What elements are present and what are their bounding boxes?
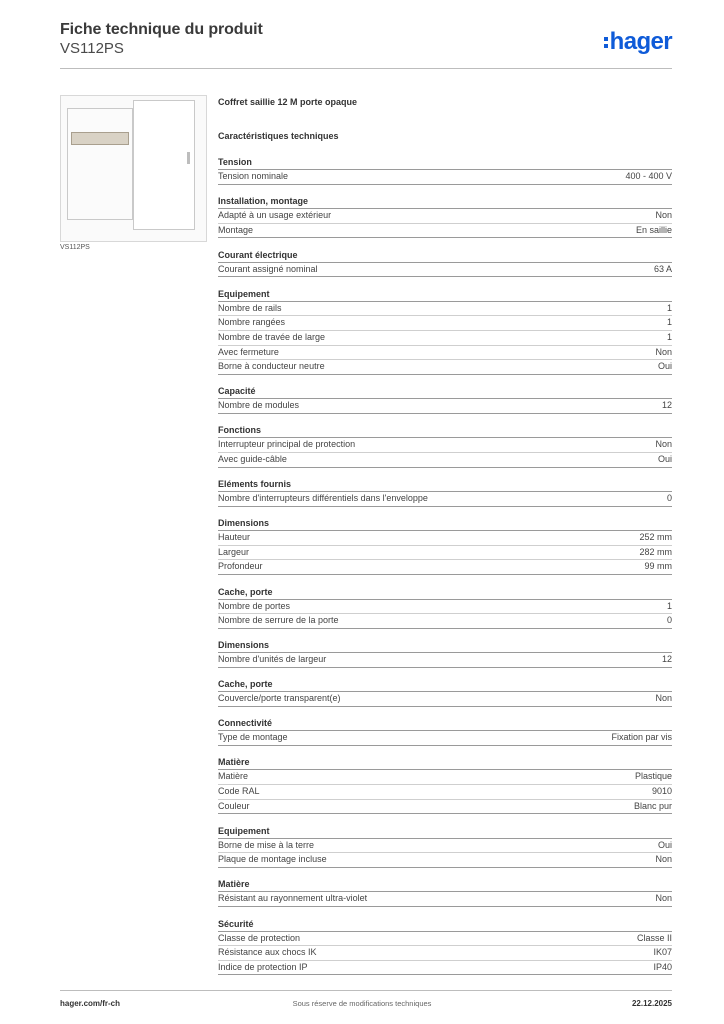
section-spacer [218,468,672,478]
cabinet-body-icon [67,108,133,220]
hager-logo [604,28,672,56]
section-title: Dimensions [218,516,672,531]
spec-label: Plaque de montage incluse [218,854,327,865]
footer-notice: Sous réserve de modifications techniques [292,999,432,1008]
spec-row [218,492,672,507]
spec-label: Nombre rangées [218,317,286,328]
spec-label: Couvercle/porte transparent(e) [218,693,341,704]
spec-label: Tension nominale [218,171,289,181]
spec-value: Non [655,346,672,357]
footer-divider [60,990,672,991]
spec-section [218,677,672,707]
spec-label: Code RAL [218,786,260,797]
tech-heading: Caractéristiques techniques [218,131,339,141]
section-title: Equipement [218,287,672,302]
section-spacer [218,575,672,585]
spec-value: 12 [661,400,672,411]
spec-label: Type de montage [218,732,288,743]
spec-label: Nombre de modules [218,400,300,411]
spec-label: Avec guide-câble [218,454,287,465]
spec-value: 1 [666,317,672,328]
spec-value: Blanc pur [633,800,672,811]
section-spacer [218,668,672,678]
section-title: Matière [218,877,672,892]
spec-row [218,731,672,746]
spec-row [218,946,672,961]
spec-row [218,170,672,185]
product-description: Coffret saillie 12 M porte opaque [218,97,358,107]
spec-section [218,423,672,467]
section-title: Tension [218,155,672,170]
spec-value: 1 [666,302,672,313]
spec-value: 1 [666,600,672,611]
logo-dots-icon [604,33,608,51]
spec-row [218,263,672,278]
logo-text: hager [609,28,672,55]
spec-row [218,785,672,800]
spec-value: Oui [657,839,672,850]
spec-label: Borne de mise à la terre [218,839,315,850]
product-image [60,95,207,242]
section-spacer [218,238,672,248]
spec-value: Oui [657,361,672,372]
spec-row [218,932,672,947]
spec-row [218,438,672,453]
section-spacer [218,629,672,639]
spec-section [218,155,672,185]
spec-value: 99 mm [644,561,672,572]
spec-label: Nombre de rails [218,302,282,313]
spec-row [218,961,672,976]
section-title: Capacité [218,384,672,399]
spec-section [218,585,672,629]
section-spacer [218,907,672,917]
spec-section [218,477,672,507]
section-spacer [218,414,672,424]
spec-row [218,531,672,546]
spec-row [218,839,672,854]
cabinet-door-icon [133,100,195,230]
spec-label: Montage [218,224,254,235]
section-title: Sécurité [218,917,672,932]
spec-section [218,287,672,375]
spec-value: 0 [666,493,672,504]
spec-value: En saillie [635,224,672,235]
product-reference: VS112PS [60,40,124,57]
section-spacer [218,868,672,878]
spec-label: Courant assigné nominal [218,263,318,274]
spec-label: Nombre d'interrupteurs différentiels dans l'enveloppe [218,493,428,504]
spec-content [218,96,672,975]
spec-row [218,453,672,468]
spec-label: Nombre d'unités de largeur [218,654,327,665]
spec-section [218,248,672,278]
spec-section [218,194,672,238]
spec-row [218,302,672,317]
spec-label: Classe de protection [218,932,301,943]
spec-value: Plastique [634,771,672,782]
page-title: Fiche technique du produit [60,21,263,38]
spec-value: Non [655,439,672,450]
page-header [60,20,672,68]
spec-label: Hauteur [218,532,251,543]
spec-row [218,346,672,361]
header-divider [60,68,672,69]
section-spacer [218,507,672,517]
section-title: Matière [218,755,672,770]
spec-label: Borne à conducteur neutre [218,361,325,372]
spec-row [218,546,672,561]
section-title: Cache, porte [218,677,672,692]
spec-value: Non [655,893,672,904]
spec-row [218,316,672,331]
spec-value: 1 [666,332,672,343]
spec-value: 252 mm [639,532,672,543]
spec-row [218,209,672,224]
spec-label: Résistance aux chocs IK [218,947,317,958]
spec-section [218,516,672,575]
spec-row [218,892,672,907]
spec-value: IK07 [653,947,672,958]
spec-row [218,614,672,629]
spec-value: Non [655,210,672,221]
image-caption: VS112PS [60,244,90,251]
spec-value: 0 [666,615,672,626]
spec-section [218,877,672,907]
spec-value: Non [655,693,672,704]
spec-value: 400 - 400 V [625,171,672,181]
spec-label: Indice de protection IP [218,961,308,972]
spec-value: 282 mm [639,546,672,557]
spec-label: Résistant au rayonnement ultra-violet [218,893,368,904]
section-title: Fonctions [218,423,672,438]
spec-row [218,560,672,575]
spec-value: 63 A [653,263,672,274]
footer-date: 22.12.2025 [631,999,672,1008]
spec-value: Oui [657,454,672,465]
spec-row [218,692,672,707]
spec-section [218,638,672,668]
section-title: Equipement [218,824,672,839]
spec-value: Classe II [636,932,672,943]
section-title: Installation, montage [218,194,672,209]
spec-row [218,600,672,615]
door-handle-icon [187,152,190,164]
spec-label: Nombre de portes [218,600,291,611]
din-rail-icon [71,132,129,145]
section-spacer [218,746,672,756]
section-spacer [218,814,672,824]
section-spacer [218,375,672,385]
spec-label: Largeur [218,546,250,557]
spec-row [218,653,672,668]
spec-row [218,800,672,815]
footer-website: hager.com/fr-ch [60,999,121,1008]
spec-label: Profondeur [218,561,263,572]
section-title: Eléments fournis [218,477,672,492]
spec-value: Fixation par vis [611,732,672,743]
spec-sections [218,155,672,975]
section-spacer [218,185,672,195]
spec-section [218,917,672,976]
spec-section [218,384,672,414]
spec-label: Couleur [218,800,250,811]
section-title: Dimensions [218,638,672,653]
spec-row [218,360,672,375]
spec-label: Adapté à un usage extérieur [218,210,332,221]
spec-value: IP40 [653,961,672,972]
spec-label: Matière [218,771,249,782]
spec-value: 9010 [651,786,672,797]
section-title: Cache, porte [218,585,672,600]
spec-label: Nombre de travée de large [218,332,326,343]
section-title: Connectivité [218,716,672,731]
spec-section [218,824,672,868]
section-spacer [218,277,672,287]
spec-label: Nombre de serrure de la porte [218,615,339,626]
spec-label: Interrupteur principal de protection [218,439,356,450]
spec-value: Non [655,854,672,865]
spec-row [218,224,672,239]
spec-row [218,770,672,785]
spec-row [218,331,672,346]
spec-label: Avec fermeture [218,346,279,357]
spec-row [218,399,672,414]
section-title: Courant électrique [218,248,672,263]
spec-row [218,853,672,868]
spec-value: 12 [661,654,672,665]
spec-section [218,716,672,746]
spec-section [218,755,672,814]
section-spacer [218,707,672,717]
